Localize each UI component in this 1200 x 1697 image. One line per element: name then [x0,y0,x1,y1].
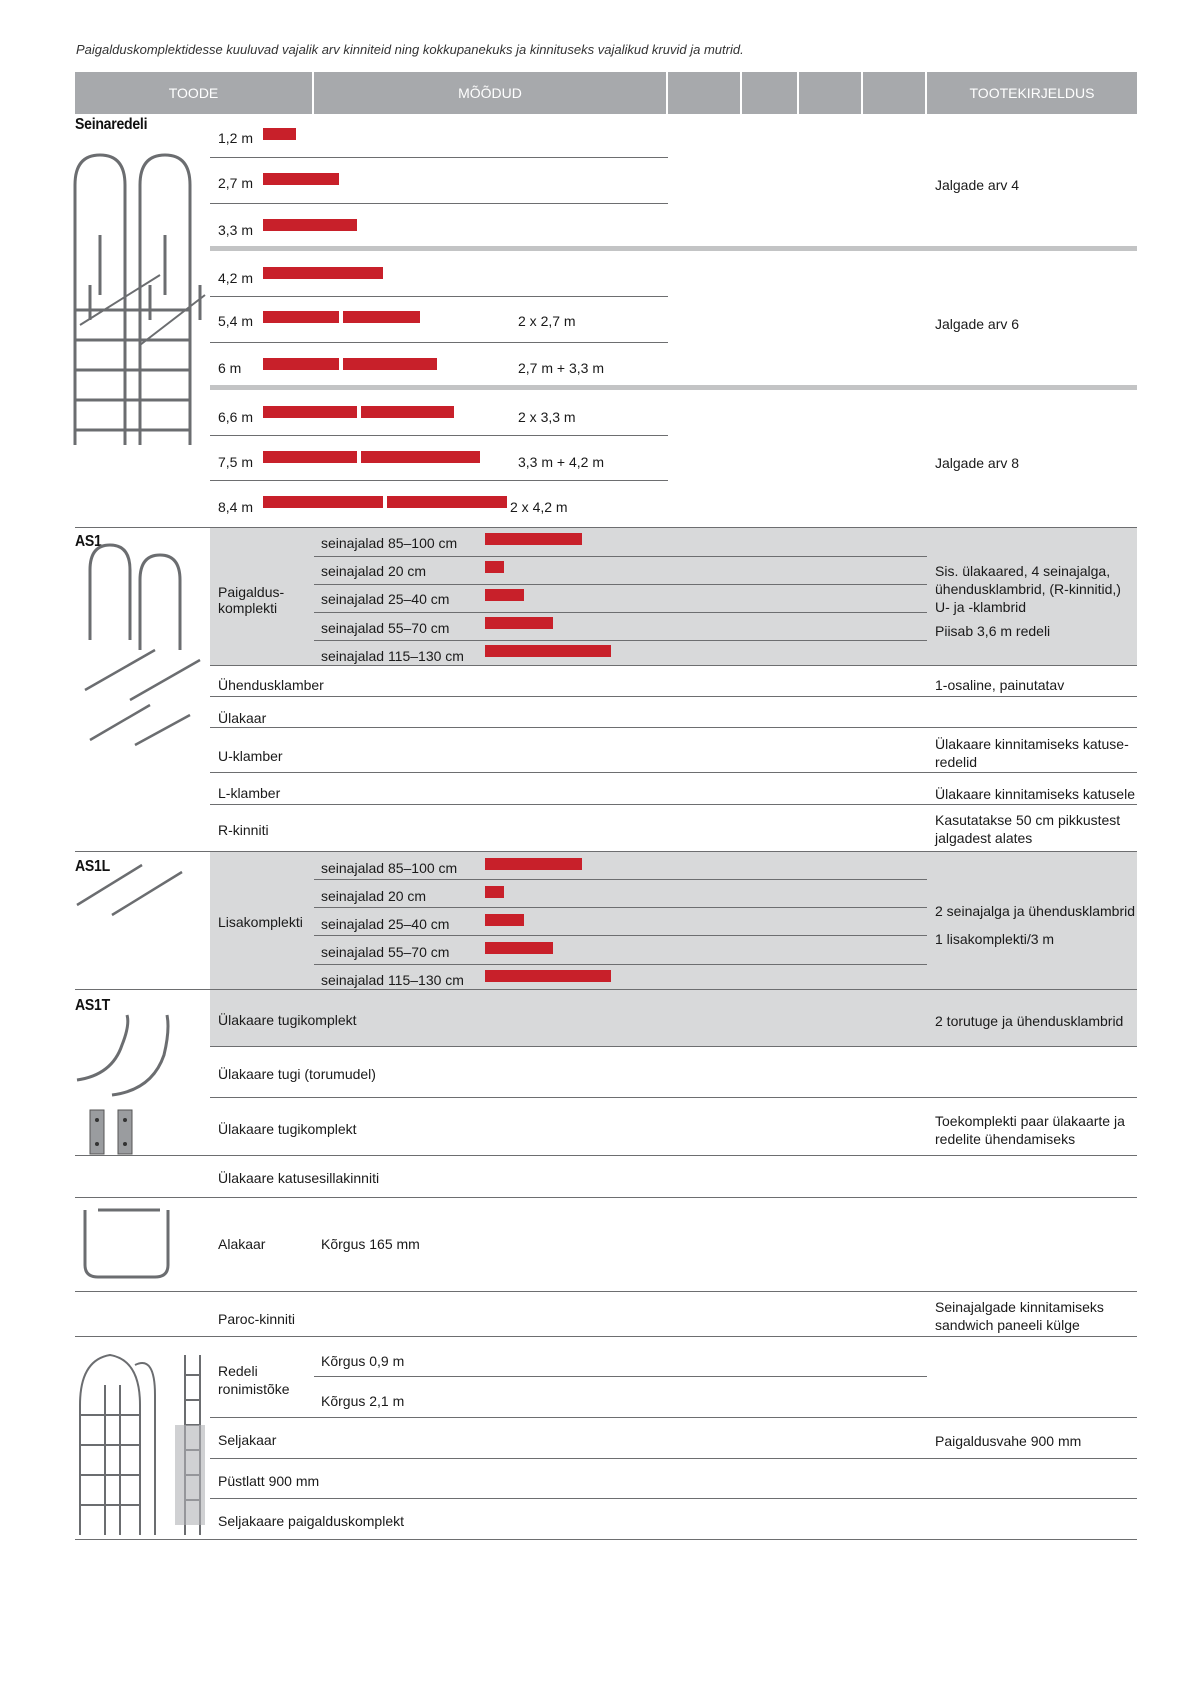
row-divider [210,727,1137,728]
row-divider [210,665,1137,666]
seinaredeli-size: 5,4 m [218,313,254,329]
as1-leg-label: seinajalad 20 cm [321,563,427,579]
seinaredeli-note: 2 x 3,3 m [518,409,576,425]
row-divider [314,907,927,908]
header-tootekirjeldus: TOOTEKIRJELDUS [927,72,1137,114]
as1l-description: 2 seinajalga ja ühendusklambrid [935,903,1136,919]
length-bar [263,496,383,508]
as1t-row-name: Alakaar [218,1236,266,1252]
as1l-leg-label: seinajalad 115–130 cm [321,972,464,988]
as1-item-name: U-klamber [218,748,283,764]
row-divider [210,696,1137,697]
seinaredeli-note: 2 x 4,2 m [510,499,568,515]
as1-item-name: Ühendusklamber [218,677,324,693]
as1-item-desc: 1-osaline, painutatav [935,677,1065,693]
as1t-row-desc: Seinajalgade kinnitamiseks sandwich paneeli külge [935,1299,1104,1333]
seinaredeli-size: 3,3 m [218,222,254,238]
as1-leg-label: seinajalad 55–70 cm [321,620,450,636]
as1-description-2: Piisab 3,6 m redeli [935,623,1051,639]
row-divider [210,435,668,436]
as1t-row-name: Ülakaare tugikomplekt [218,1121,357,1137]
header-col-blank-4 [863,72,925,114]
ronimistoke-label: Redeli ronimistõke [218,1363,290,1397]
header-col-blank-1 [668,72,740,114]
seinaredeli-size: 7,5 m [218,454,254,470]
row-divider [210,1458,1137,1459]
as1-leg-label: seinajalad 25–40 cm [321,591,450,607]
length-bar [343,311,419,323]
row-divider [314,1376,927,1377]
table-bottom-border [75,1539,1137,1540]
row-divider [210,203,668,204]
length-bar [263,358,339,370]
ronimistoke-row-name: Seljakaar [218,1432,277,1448]
seinaredeli-group-desc: Jalgade arv 8 [935,455,1020,471]
row-divider [314,879,927,880]
as1l-leg-label: seinajalad 25–40 cm [321,916,450,932]
row-divider [75,1291,1137,1292]
ronimistoke-row-desc: Paigaldusvahe 900 mm [935,1433,1082,1449]
as1-item-desc: Ülakaare kinnitamiseks katuse- redelid [935,736,1129,770]
length-bar [485,617,553,629]
length-bar [485,970,611,982]
group-divider [210,246,1137,251]
section-title-as1l: AS1L [75,858,110,875]
as1t-row-name: Ülakaare tugi (torumudel) [218,1066,376,1082]
length-bar [485,858,582,870]
as1t-row-desc: 2 torutuge ja ühendusklambrid [935,1013,1124,1029]
row-divider [75,1197,1137,1198]
row-divider [210,1498,1137,1499]
as1-leg-label: seinajalad 85–100 cm [321,535,458,551]
length-bar [387,496,507,508]
row-divider [210,296,668,297]
section-title-as1: AS1 [75,533,102,550]
row-divider [314,935,927,936]
length-bar [485,942,553,954]
ronimistoke-height: Kõrgus 0,9 m [321,1353,405,1369]
seinaredeli-note: 2,7 m + 3,3 m [518,360,604,376]
row-divider [210,1417,1137,1418]
as1l-kit-label: Lisakomplekti [218,914,303,930]
seinaredeli-size: 2,7 m [218,175,254,191]
as1t-illustration [72,1005,182,1100]
row-divider [210,157,668,158]
as1-leg-label: seinajalad 115–130 cm [321,648,464,664]
length-bar [361,406,455,418]
header-moodud: MÕÕDUD [314,72,666,114]
as1l-description-2: 1 lisakomplekti/3 m [935,931,1055,947]
seinaredeli-size: 4,2 m [218,270,254,286]
length-bar [263,406,357,418]
header-col-blank-3 [799,72,861,114]
ronimistoke-row-name: Püstlatt 900 mm [218,1473,320,1489]
row-divider [210,480,668,481]
as1l-illustration [72,860,202,920]
row-divider [210,772,1137,773]
ronimistoke-row-name: Seljakaare paigalduskomplekt [218,1513,404,1529]
length-bar [263,128,296,140]
length-bar [343,358,437,370]
seinaredeli-size: 1,2 m [218,130,254,146]
row-divider [314,640,927,641]
alakaar-height: Kõrgus 165 mm [321,1236,420,1252]
header-col-blank-2 [742,72,797,114]
row-divider [210,342,668,343]
length-bar [263,173,339,185]
as1-item-name: R-kinniti [218,822,269,838]
as1t-row-name: Ülakaare katusesillakinniti [218,1170,380,1186]
as1-kit-illustration [80,540,210,750]
intro-text: Paigalduskomplektidesse kuuluvad vajalik arv kinniteid ning kokkupanekuks ja kinnituseks vajalikud kruvid ja mutrid. [76,42,744,57]
length-bar [263,267,383,279]
as1-item-desc: Kasutatakse 50 cm pikkustest jalgadest alates [935,812,1121,846]
length-bar [485,914,524,926]
row-divider [210,1046,1137,1047]
seinaredeli-note: 3,3 m + 4,2 m [518,454,604,470]
length-bar [485,533,582,545]
length-bar [485,589,524,601]
ronimistoke-height: Kõrgus 2,1 m [321,1393,405,1409]
as1-item-name: L-klamber [218,785,281,801]
length-bar [263,219,357,231]
as1l-leg-label: seinajalad 55–70 cm [321,944,450,960]
length-bar [263,451,357,463]
as1t-row-name: Paroc-kinniti [218,1311,296,1327]
header-toode: TOODE [75,72,312,114]
row-divider [314,584,927,585]
as1-kit-label: Paigaldus- komplekti [218,584,285,616]
seinaredeli-size: 6 m [218,360,242,376]
seinaredeli-group-desc: Jalgade arv 4 [935,177,1020,193]
as1t-row-desc: Toekomplekti paar ülakaarte ja redelite ühendamiseks [935,1113,1125,1147]
as1-description: Sis. ülakaared, 4 seinajalga, ühendusklambrid, (R-kinnitid,) U- ja -klambrid [935,563,1121,615]
as1l-leg-label: seinajalad 20 cm [321,888,427,904]
as1-item-name: Ülakaar [218,710,267,726]
as1l-leg-label: seinajalad 85–100 cm [321,860,458,876]
seinaredeli-size: 8,4 m [218,499,254,515]
row-divider [314,964,927,965]
as1t-row-name: Ülakaare tugikomplekt [218,1012,357,1028]
row-divider [75,1336,1137,1337]
row-divider [210,1097,1137,1098]
seinaredeli-note: 2 x 2,7 m [518,313,576,329]
row-divider [210,804,1137,805]
support-bracket-illustration [88,1108,138,1158]
section-title-as1t: AS1T [75,997,110,1014]
seinaredeli-size: 6,6 m [218,409,254,425]
length-bar [485,886,504,898]
as1-item-desc: Ülakaare kinnitamiseks katusele [935,786,1135,802]
group-divider [210,385,1137,390]
length-bar [485,645,611,657]
length-bar [485,561,504,573]
row-divider [314,556,927,557]
length-bar [361,451,481,463]
ladder-illustration [70,145,210,445]
row-divider [75,1155,1137,1156]
climbing-guard-illustration [75,1345,210,1535]
seinaredeli-group-desc: Jalgade arv 6 [935,316,1020,332]
section-title-seinaredeli: Seinaredeli [75,116,148,133]
length-bar [263,311,339,323]
row-divider [314,612,927,613]
lower-arch-illustration [80,1205,180,1285]
